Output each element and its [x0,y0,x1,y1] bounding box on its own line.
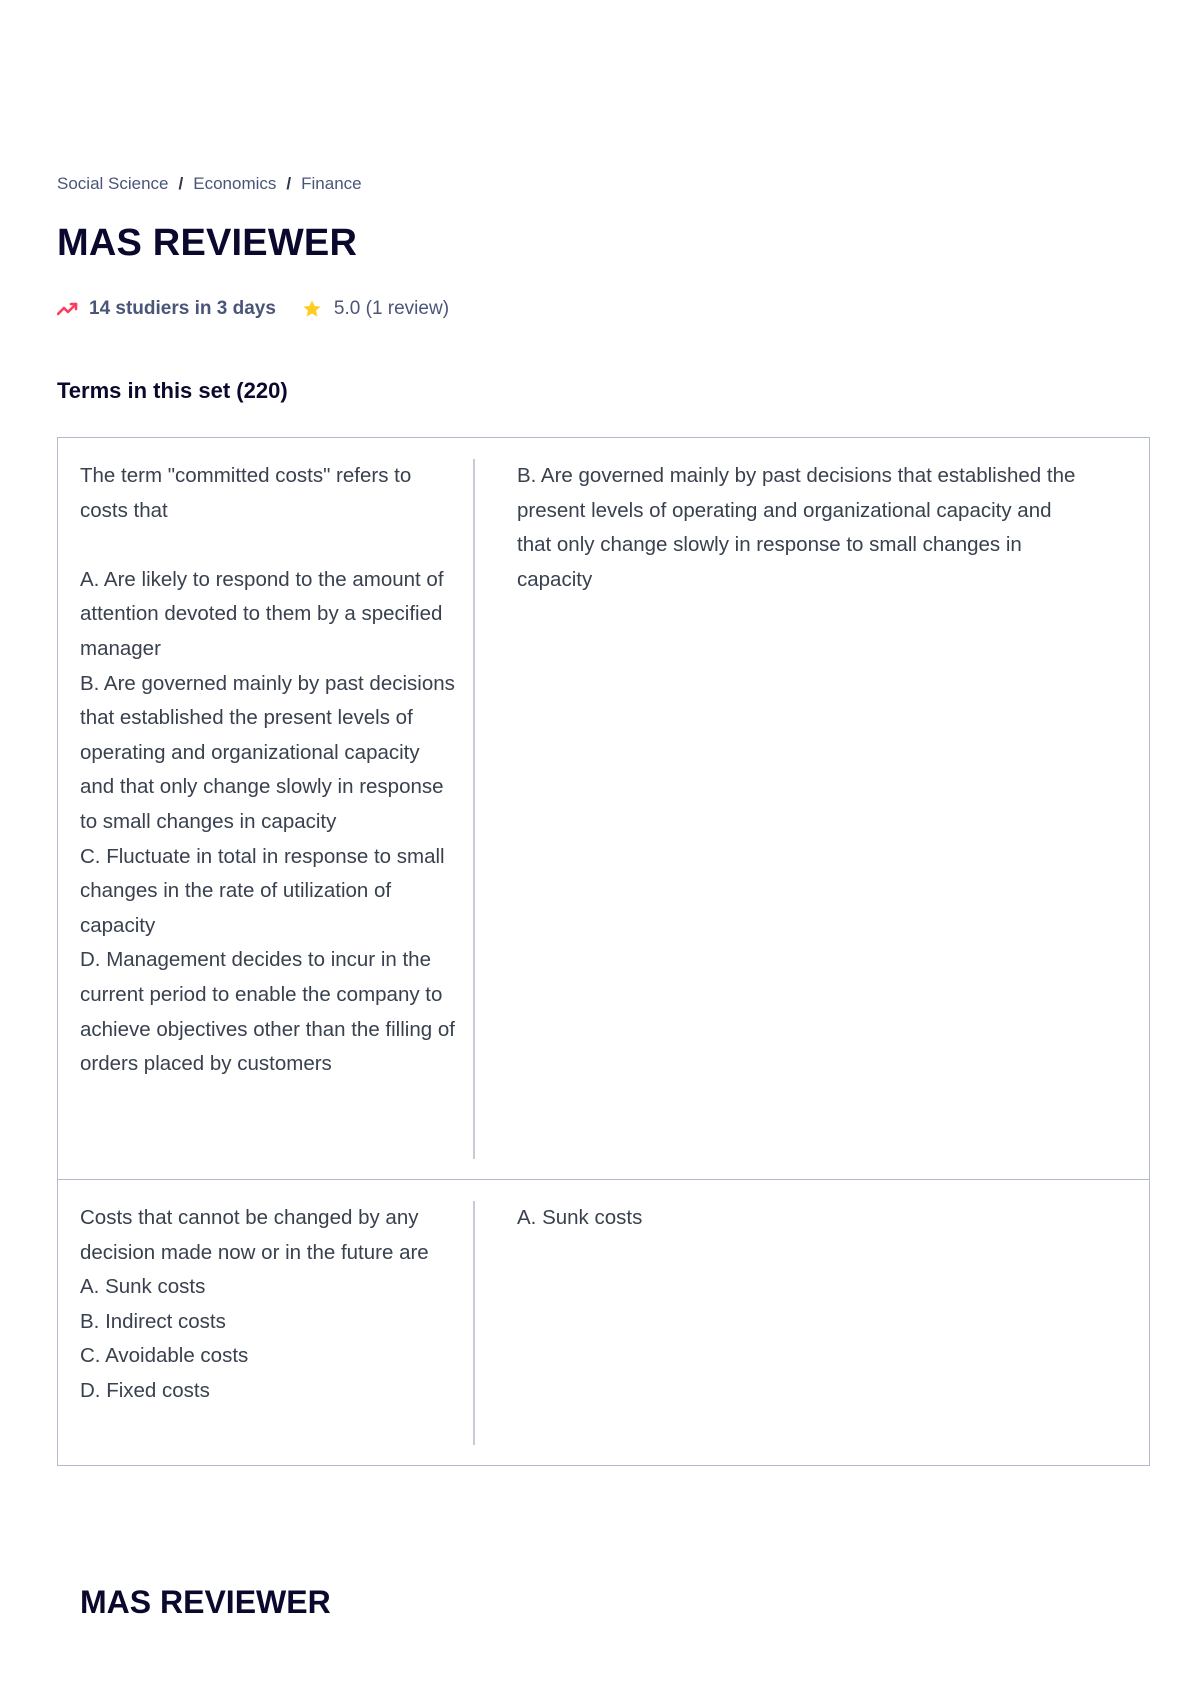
breadcrumb-link-social-science[interactable]: Social Science [57,174,169,193]
set-stats [57,298,449,320]
term-card [58,1179,1149,1465]
terms-table [57,437,1150,1466]
rating-link[interactable]: 5.0 (1 review) [333,298,450,319]
term-card [58,438,1149,1179]
breadcrumb-link-economics[interactable]: Economics [193,174,277,193]
breadcrumb-separator: / [286,174,292,193]
footer-title: MAS REVIEWER [80,1584,331,1620]
page-title: MAS REVIEWER [57,222,358,264]
term-text: The term "committed costs" refers to costs that A. Are likely to respond to the amount of attention devoted to them by a specified manager B. Are governed mainly by past decisions that established the present levels of operating and organizational capacity and that only change slowly in response to small changes in capacity C. Fluctuate in total in response to small changes in the rate of utilization of capacity D. Management decides to incur in the current period to enable the company to achieve objectives other than the filling of orders placed by customers [58,459,475,1159]
breadcrumb [57,174,362,194]
definition-text: B. Are governed mainly by past decisions that established the present levels of operating and organizational capacity and that only change slowly in response to small changes in capacity [517,464,1076,591]
breadcrumb-link-finance[interactable]: Finance [301,174,362,193]
term-text: Costs that cannot be changed by any decision made now or in the future are A. Sunk costs B. Indirect costs C. Avoidable costs D. Fixed costs [58,1201,475,1445]
definition-text: A. Sunk costs [517,1206,643,1229]
terms-heading: Terms in this set (220) [57,378,288,403]
studiers-count: 14 studiers in 3 days [89,298,276,319]
trending-up-icon [57,301,79,317]
breadcrumb-separator: / [178,174,184,193]
star-icon [302,299,322,319]
